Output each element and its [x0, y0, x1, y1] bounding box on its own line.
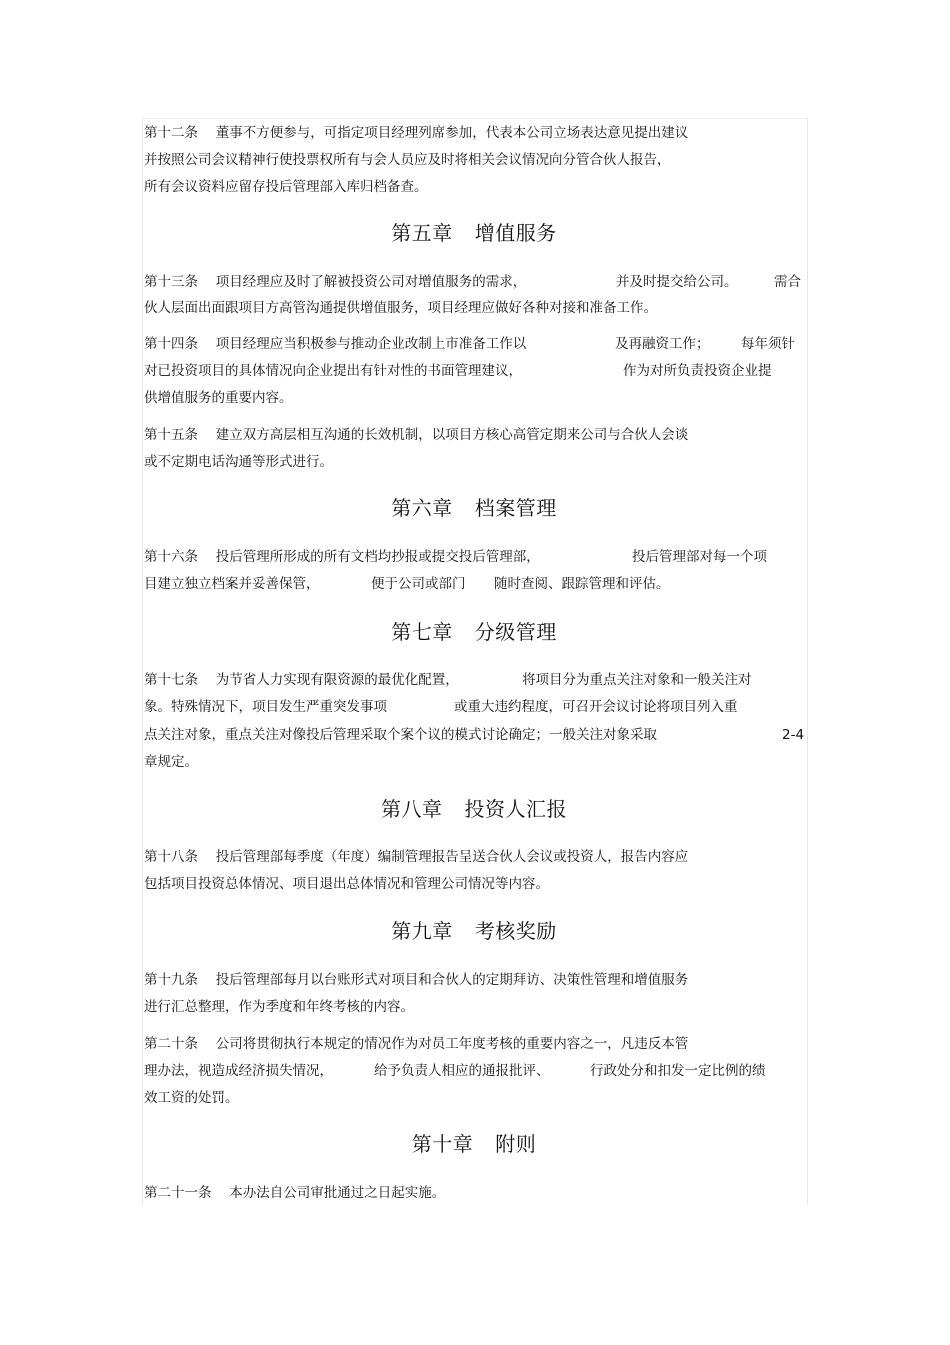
article-14-line-2-a: 对已投资项目的具体情况向企业提出有针对性的书面管理建议，	[144, 363, 522, 379]
article-17-line-2	[144, 697, 804, 717]
article-20-line-2-b: 给予负责人相应的通报批评、	[374, 1063, 550, 1079]
chapter-6-title: 档案管理	[474, 496, 557, 520]
article-17-line-3	[144, 725, 808, 745]
chapter-9-heading	[142, 917, 806, 945]
article-18-line-2: 包括项目投资总体情况、项目退出总体情况和管理公司情况等内容。	[144, 876, 549, 892]
article-17-line-2-a: 象。特殊情况下，项目发生严重突发事项	[144, 699, 387, 715]
chapter-6-heading	[142, 494, 806, 522]
chapter-9-number: 第九章	[391, 919, 453, 943]
chapter-8-number: 第八章	[381, 797, 443, 821]
article-13-line-1-b: 并及时提交给公司。	[616, 274, 738, 290]
chapter-5-title: 增值服务	[474, 221, 557, 245]
article-12-line-1: 第十二条 董事不方便参与，可指定项目经理列席参加，代表本公司立场表达意见提出建议	[144, 125, 689, 141]
chapter-8-title: 投资人汇报	[464, 797, 567, 821]
article-16-line-2-a: 目建立独立档案并妥善保管，	[144, 576, 320, 592]
article-13-line-2: 伙人层面出面跟项目方高管沟通提供增值服务，项目经理应做好各种对接和准备工作。	[144, 300, 657, 316]
article-16-line-2	[144, 574, 804, 594]
chapter-8-heading	[142, 795, 806, 823]
article-14-line-2	[144, 361, 804, 381]
article-17-line-4: 章规定。	[144, 754, 198, 770]
article-13-line-1-c: 需合	[774, 274, 801, 290]
chapter-5-number: 第五章	[391, 221, 453, 245]
article-17-line-3-a: 点关注对象，重点关注对像投后管理采取个案个议的模式讨论确定；一般关注对象采取	[144, 727, 657, 743]
article-17-line-1	[144, 670, 804, 690]
article-15-line-2: 或不定期电话沟通等形式进行。	[144, 454, 333, 470]
article-19-line-2: 进行汇总整理，作为季度和年终考核的内容。	[144, 999, 414, 1015]
chapter-10-heading	[142, 1130, 806, 1158]
article-12-line-3: 所有会议资料应留存投后管理部入库归档备查。	[144, 179, 428, 195]
article-20-line-3: 效工资的处罚。	[144, 1090, 239, 1106]
article-14-line-3: 供增值服务的重要内容。	[144, 390, 293, 406]
article-21-line-1: 第二十一条 本办法自公司审批通过之日起实施。	[144, 1185, 446, 1201]
chapter-9-title: 考核奖励	[474, 919, 557, 943]
article-17-line-1-a: 第十七条 为节省人力实现有限资源的最优化配置，	[144, 672, 459, 688]
article-16-line-1-b: 投后管理部对每一个项	[632, 549, 767, 565]
chapter-5-heading	[142, 219, 806, 247]
article-13-line-1-a: 第十三条 项目经理应及时了解被投资公司对增值服务的需求，	[144, 274, 527, 290]
chapter-6-number: 第六章	[391, 496, 453, 520]
article-16-line-2-b: 便于公司或部门	[371, 576, 466, 592]
article-14-line-1	[144, 334, 804, 354]
article-16-line-1-a: 第十六条 投后管理所形成的所有文档均抄报或提交投后管理部，	[144, 549, 540, 565]
article-20-line-2	[144, 1061, 804, 1081]
chapter-7-heading	[142, 618, 806, 646]
chapter-10-number: 第十章	[411, 1132, 474, 1156]
article-17-line-2-b: 或重大违约程度，可召开会议讨论将项目列入重	[454, 699, 738, 715]
chapter-10-title: 附则	[495, 1132, 537, 1156]
article-20-line-2-c: 行政处分和扣发一定比例的绩	[590, 1063, 766, 1079]
article-15-line-1: 第十五条 建立双方高层相互沟通的长效机制，以项目方核心高管定期来公司与合伙人会谈	[144, 427, 689, 443]
article-18-line-1: 第十八条 投后管理部每季度（年度）编制管理报告呈送合伙人会议或投资人，报告内容应	[144, 849, 689, 865]
article-20-line-2-a: 理办法，视造成经济损失情况，	[144, 1063, 333, 1079]
article-20-line-1: 第二十条 公司将贯彻执行本规定的情况作为对员工年度考核的重要内容之一，凡违反本管	[144, 1036, 689, 1052]
article-17-line-1-b: 将项目分为重点关注对象和一般关注对	[522, 672, 752, 688]
article-14-line-1-b: 及再融资工作；	[615, 336, 710, 352]
article-14-line-1-c: 每年须针	[741, 336, 795, 352]
article-17-line-3-b: 2-4	[782, 727, 805, 743]
article-13-line-1	[144, 272, 804, 292]
article-16-line-1	[144, 547, 804, 567]
article-14-line-1-a: 第十四条 项目经理应当积极参与推动企业改制上市准备工作以	[144, 336, 527, 352]
article-14-line-2-b: 作为对所负责投资企业提	[623, 363, 772, 379]
article-19-line-1: 第十九条 投后管理部每月以台账形式对项目和合伙人的定期拜访、决策性管理和增值服务	[144, 972, 689, 988]
chapter-7-number: 第七章	[391, 620, 453, 644]
article-12-line-2: 并按照公司会议精神行使投票权所有与会人员应及时将相关会议情况向分管合伙人报告，	[144, 152, 671, 168]
chapter-7-title: 分级管理	[474, 620, 557, 644]
article-16-line-2-c: 随时查阅、跟踪管理和评估。	[494, 576, 670, 592]
